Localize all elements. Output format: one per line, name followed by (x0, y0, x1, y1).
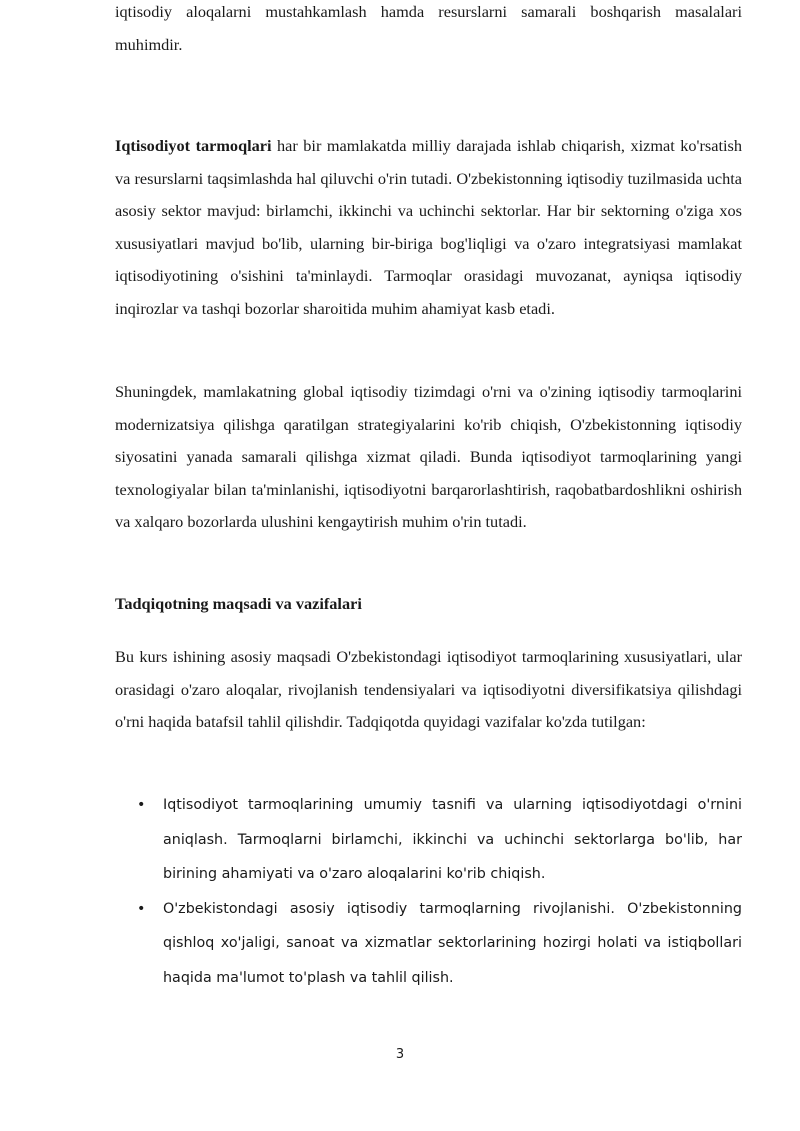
list-item-text: O'zbekistondagi asosiy iqtisodiy tarmoqlarning rivojlanishi. O'zbekistonning qishloq xo'jaligi, sanoat va xizmatlar sektorlarining hozirgi holati va istiqbollari haqida ma'lumot to'plash va tahlil qilish. (163, 900, 742, 986)
list-item (115, 892, 742, 996)
intro-tail-paragraph: iqtisodiy aloqalarni mustahkamlash hamda resurslarni samarali boshqarish masalalari muhimdir. (115, 2, 742, 54)
global-paragraph: Shuningdek, mamlakatning global iqtisodiy tizimdagi o'rni va o'zining iqtisodiy tarmoqlarini modernizatsiya qilishga qaratilgan strategiyalarini ko'rib chiqish, O'zbekistonning iqtisodiy siyosatini yanada samarali qilishga xizmat qiladi. Bunda iqtisodiyot tarmoqlarining yangi texnologiyalar bilan ta'minlanishi, iqtisodiyotni barqarorlashtirish, raqobatbardoshlikni oshirish va xalqaro bozorlarda ulushini kengaytirish muhim o'rin tutadi. (115, 382, 742, 532)
aim-paragraph: Bu kurs ishining asosiy maqsadi O'zbekistondagi iqtisodiyot tarmoqlarining xususiyatlari, ular orasidagi o'zaro aloqalar, rivojlanish tendensiyalari va iqtisodiyotni diversifikatsiya qilishdagi o'rni haqida batafsil tahlil qilishdir. Tadqiqotda quyidagi vazifalar ko'zda tutilgan: (115, 647, 742, 732)
list-item (115, 788, 742, 892)
page-number: 3 (395, 1047, 405, 1062)
sectors-text: har bir mamlakatda milliy darajada ishlab chiqarish, xizmat ko'rsatish va resurslarni taqsimlashda hal qiluvchi o'rin tutadi. O'zbekistonning iqtisodiy tuzilmasida uchta asosiy sektor mavjud: birlamchi, ikkinchi va uchinchi sektorlar. Har bir sektorning o'ziga xos xususiyatlari mavjud bo'lib, ularning bir-biriga bog'liqligi va o'zaro integratsiyasi mamlakat iqtisodiyotining o'sishini ta'minlaydi. Tarmoqlar orasidagi muvozanat, ayniqsa iqtisodiy inqirozlar va tashqi bozorlar sharoitida muhim ahamiyat kasb etadi. (115, 136, 742, 318)
sectors-paragraph (115, 130, 742, 326)
bullet-icon: • (137, 900, 146, 917)
section-heading: Tadqiqotning maqsadi va vazifalari (115, 594, 362, 613)
bullet-icon: • (137, 797, 146, 813)
sectors-term: Iqtisodiyot tarmoqlari (115, 136, 272, 155)
list-item-text: Iqtisodiyot tarmoqlarining umumiy tasnifi va ularning iqtisodiyotdagi o'rnini aniqlash. Tarmoqlarni birlamchi, ikkinchi va uchinchi sektorlarga bo'lib, har birining ahamiyati va o'zaro aloqalarini ko'rib chiqish. (163, 797, 742, 882)
tasks-list (115, 788, 742, 995)
